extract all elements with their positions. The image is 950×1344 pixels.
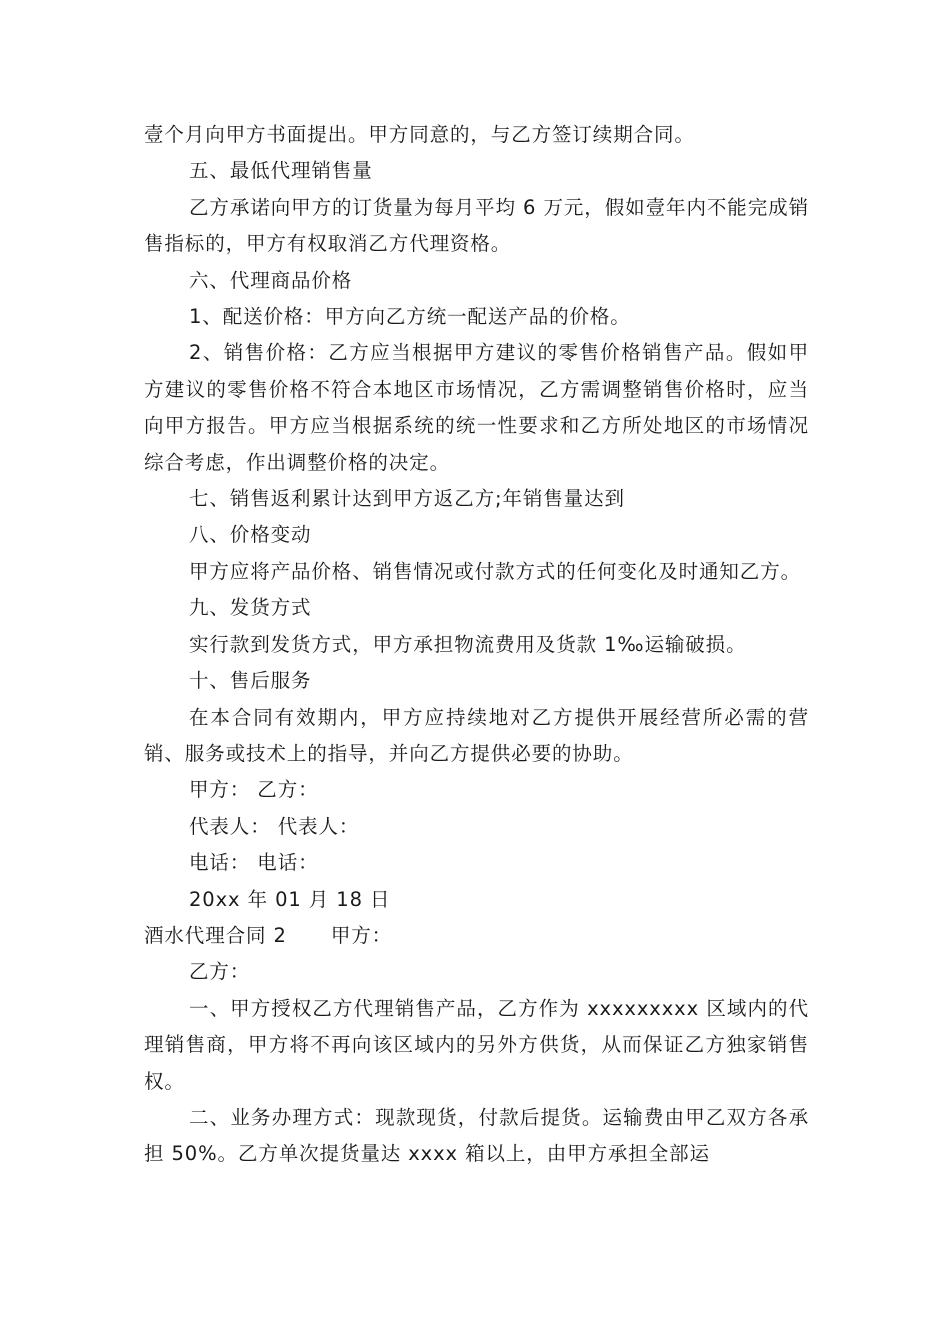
paragraph: 在本合同有效期内，甲方应持续地对乙方提供开展经营所必需的营销、服务或技术上的指导，并向乙方提供必要的协助。	[144, 705, 809, 765]
contract-title-line	[144, 918, 809, 954]
paragraph: 甲方应将产品价格、销售情况或付款方式的任何变化及时通知乙方。	[189, 559, 802, 583]
section-heading: 七、销售返利累计达到甲方返乙方;年销售量达到	[189, 487, 625, 511]
section-heading: 十、售后服务	[189, 669, 312, 693]
section-heading: 九、发货方式	[189, 596, 312, 620]
signature-representative-line: 代表人： 代表人：	[189, 814, 360, 838]
section-heading: 六、代理商品价格	[189, 268, 353, 292]
paragraph: 实行款到发货方式，甲方承担物流费用及货款 1‰运输破损。	[189, 632, 747, 656]
contract-title: 酒水代理合同 2	[144, 923, 287, 947]
signature-date: 20xx 年 01 月 18 日	[189, 887, 391, 911]
paragraph: 乙方承诺向甲方的订货量为每月平均 6 万元，假如壹年内不能完成销售指标的，甲方有权取消乙方代理资格。	[144, 195, 809, 256]
paragraph: 1、配送价格：甲方向乙方统一配送产品的价格。	[189, 305, 631, 329]
section-heading: 八、价格变动	[189, 523, 312, 547]
party-a-label: 甲方：	[330, 923, 393, 947]
paragraph: 壹个月向甲方书面提出。甲方同意的，与乙方签订续期合同。	[144, 123, 695, 146]
section-heading: 五、最低代理销售量	[189, 159, 373, 183]
paragraph: 2、销售价格：乙方应当根据甲方建议的零售价格销售产品。假如甲方建议的零售价格不符合本地区市场情况，乙方需调整销售价格时，应当向甲方报告。甲方应当根据系统的统一性要求和乙方所处地区的市场情况综合考虑，作出调整价格的决定。	[144, 341, 809, 474]
signature-phone-line: 电话： 电话：	[189, 851, 319, 875]
signature-party-line: 甲方： 乙方：	[189, 778, 319, 802]
party-b-label: 乙方：	[189, 960, 251, 984]
paragraph: 一、甲方授权乙方代理销售产品，乙方作为 xxxxxxxxx 区域内的代理销售商，甲方将不再向该区域内的另外方供货，从而保证乙方独家销售权。	[144, 996, 809, 1093]
paragraph: 二、业务办理方式：现款现货，付款后提货。运输费由甲乙双方各承担 50%。乙方单次提货量达 xxxx 箱以上，由甲方承担全部运	[144, 1105, 809, 1166]
document-body	[144, 117, 809, 1173]
